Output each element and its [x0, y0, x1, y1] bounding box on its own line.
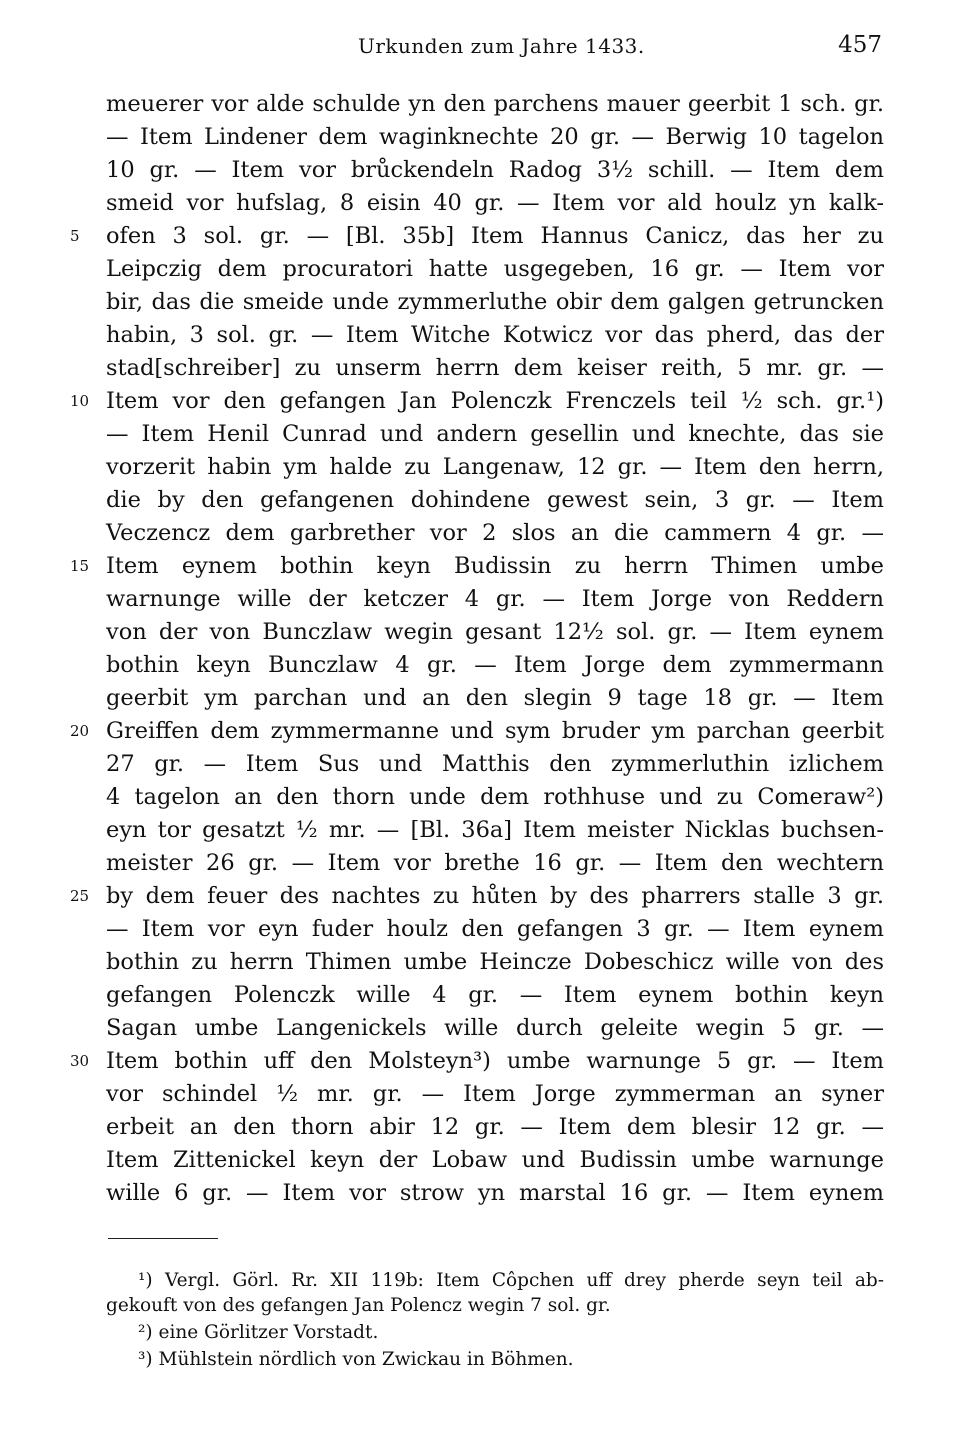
text-line: — Item Henil Cunrad und andern gesellin und knechte, das sie — [106, 421, 884, 447]
text-line: bothin keyn Bunczlaw 4 gr. — Item Jorge dem zymmermann — [106, 652, 884, 678]
text-line: meuerer vor alde schulde yn den parchens mauer geerbit 1 sch. gr. — [106, 91, 884, 117]
running-title: Urkunden zum Jahre 1433. — [358, 34, 645, 58]
text-line: Leipczig dem procuratori hatte usgegeben, 16 gr. — Item vor — [106, 256, 884, 282]
text-line: von der von Bunczlaw wegin gesant 12½ sol. gr. — Item eynem — [106, 619, 884, 645]
text-line: stad[schreiber] zu unserm herrn dem keiser reith, 5 mr. gr. — — [106, 355, 884, 381]
text-line: Item bothin uff den Molsteyn³) umbe warnunge 5 gr. — Item — [106, 1048, 884, 1074]
text-line: ofen 3 sol. gr. — [Bl. 35b] Item Hannus Canicz, das her zu — [106, 223, 884, 249]
text-line: 10 gr. — Item vor brůckendeln Radog 3½ schill. — Item dem — [106, 157, 884, 183]
text-line: habin, 3 sol. gr. — Item Witche Kotwicz vor das pherd, das der — [106, 322, 884, 348]
line-number: 10 — [70, 392, 90, 410]
footnote-1-continuation: gekouft von des gefangen Jan Polencz wegin 7 sol. gr. — [106, 1295, 611, 1316]
text-line: Greiffen dem zymmermanne und sym bruder ym parchan geerbit — [106, 718, 884, 744]
text-line: meister 26 gr. — Item vor brethe 16 gr. — Item den wechtern — [106, 850, 884, 876]
line-number: 5 — [70, 227, 80, 245]
text-line: by dem feuer des nachtes zu hůten by des pharrers stalle 3 gr. — [106, 883, 884, 909]
line-number: 20 — [70, 722, 90, 740]
text-line: — Item Lindener dem waginknechte 20 gr. — Berwig 10 tagelon — [106, 124, 884, 150]
page-number: 457 — [838, 32, 882, 58]
text-line: wille 6 gr. — Item vor strow yn marstal 16 gr. — Item eynem — [106, 1180, 884, 1206]
text-line: vor schindel ½ mr. gr. — Item Jorge zymmerman an syner — [106, 1081, 884, 1107]
text-line: Veczencz dem garbrether vor 2 slos an die cammern 4 gr. — — [106, 520, 884, 546]
text-line: die by den gefangenen dohindene gewest sein, 3 gr. — Item — [106, 487, 884, 513]
text-line: bir, das die smeide unde zymmerluthe obir dem galgen getruncken — [106, 289, 884, 315]
line-number: 30 — [70, 1052, 90, 1070]
text-line: 27 gr. — Item Sus und Matthis den zymmerluthin izlichem — [106, 751, 884, 777]
text-line: erbeit an den thorn abir 12 gr. — Item dem blesir 12 gr. — — [106, 1114, 884, 1140]
text-line: smeid vor hufslag, 8 eisin 40 gr. — Item vor ald houlz yn kalk- — [106, 190, 884, 216]
text-line: Sagan umbe Langenickels wille durch geleite wegin 5 gr. — — [106, 1015, 884, 1041]
text-line: 4 tagelon an den thorn unde dem rothhuse und zu Comeraw²) — [106, 784, 884, 810]
line-number: 25 — [70, 887, 90, 905]
text-line: — Item vor eyn fuder houlz den gefangen 3 gr. — Item eynem — [106, 916, 884, 942]
text-line: eyn tor gesatzt ½ mr. — [Bl. 36a] Item meister Nicklas buchsen- — [106, 817, 884, 843]
text-line: Item vor den gefangen Jan Polenczk Frenczels teil ½ sch. gr.¹) — [106, 388, 884, 414]
footnote-2: ²) eine Görlitzer Vorstadt. — [138, 1322, 379, 1343]
footnote-1: ¹) Vergl. Görl. Rr. XII 119b: Item Côpchen uff drey pherde seyn teil ab- — [138, 1270, 884, 1291]
text-line: warnunge wille der ketczer 4 gr. — Item Jorge von Reddern — [106, 586, 884, 612]
text-line: geerbit ym parchan und an den slegin 9 tage 18 gr. — Item — [106, 685, 884, 711]
text-line: Item Zittenickel keyn der Lobaw und Budissin umbe warnunge — [106, 1147, 884, 1173]
page-header — [0, 30, 960, 64]
line-number: 15 — [70, 557, 90, 575]
text-line: Item eynem bothin keyn Budissin zu herrn Thimen umbe — [106, 553, 884, 579]
text-line: gefangen Polenczk wille 4 gr. — Item eynem bothin keyn — [106, 982, 884, 1008]
text-line: vorzerit habin ym halde zu Langenaw, 12 gr. — Item den herrn, — [106, 454, 884, 480]
footnote-separator — [108, 1238, 218, 1239]
footnote-3: ³) Mühlstein nördlich von Zwickau in Böhmen. — [138, 1349, 574, 1370]
text-line: bothin zu herrn Thimen umbe Heincze Dobeschicz wille von des — [106, 949, 884, 975]
